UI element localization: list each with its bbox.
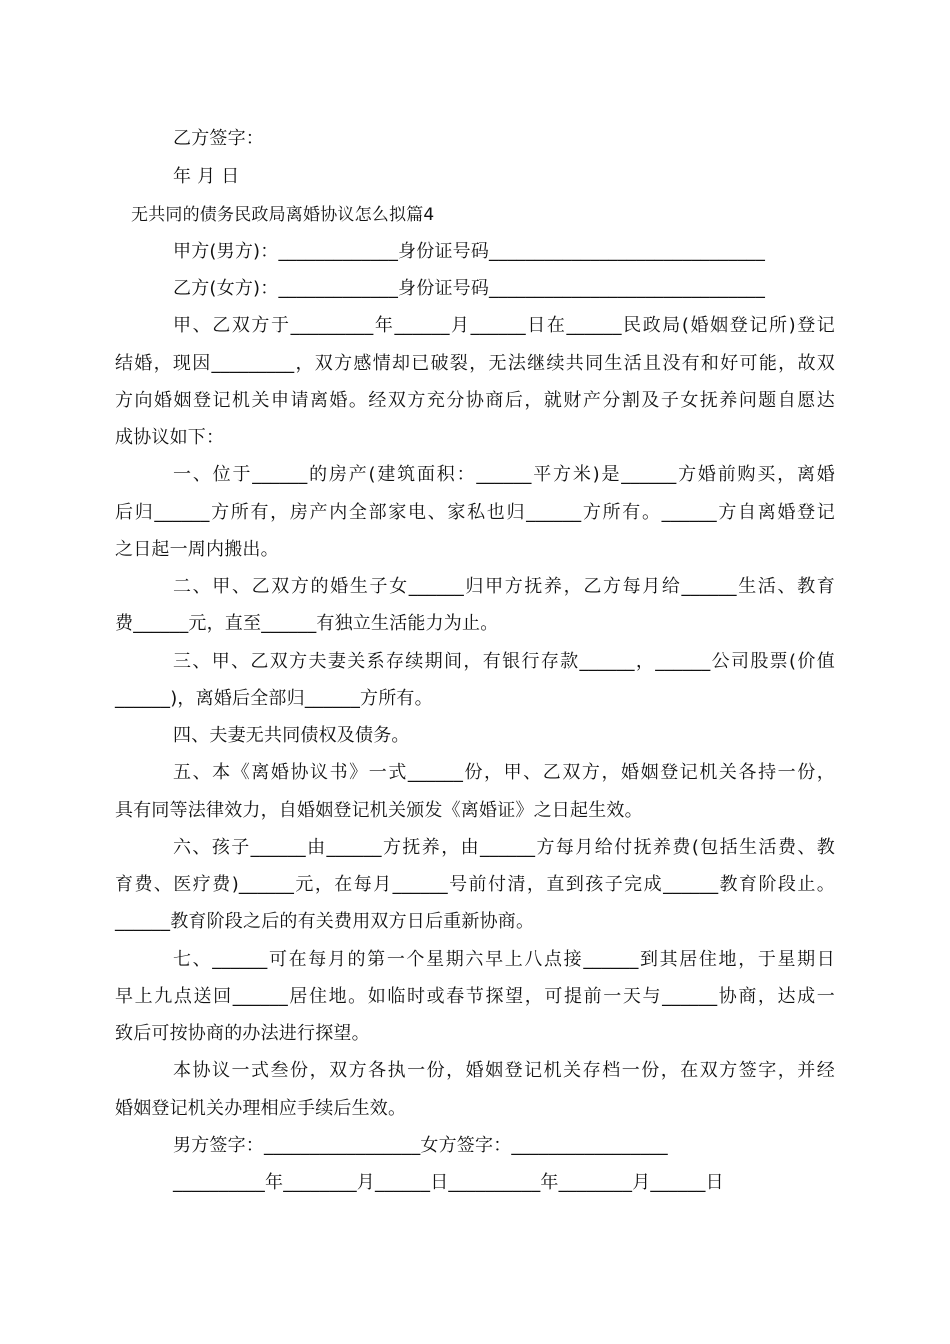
signature-date-fields-line: __________年________月______日__________年________月______日 (173, 1172, 724, 1193)
final-provision-line-2: 婚姻登记机关办理相应手续后生效。 (115, 1098, 407, 1119)
clause-six-line-1: 六、孩子______由______方抚养，由______方每月给付抚养费(包括生活费、教 (173, 837, 835, 858)
clause-one-line-1: 一、位于______的房产(建筑面积：______平方米)是______方婚前购买，离婚 (173, 464, 835, 485)
clause-seven-line-1: 七、______可在每月的第一个星期六早上八点接______到其居住地，于星期日 (173, 949, 835, 970)
clause-one-line-3: 之日起一周内搬出。 (115, 539, 279, 560)
divorce-application-text: 方向婚姻登记机关申请离婚。经双方充分协商后，就财产分割及子女抚养问题自愿达 (115, 390, 835, 411)
marriage-registration-text: 甲、乙双方于_________年______月______日在______民政局(婚姻登记所)登记 (173, 315, 835, 336)
section-title: 无共同的债务民政局离婚协议怎么拟篇4 (131, 205, 435, 225)
clause-seven-line-3: 致后可按协商的办法进行探望。 (115, 1023, 370, 1044)
marriage-breakdown-text: 结婚，现因_________，双方感情却已破裂，无法继续共同生活且没有和好可能，故双 (115, 353, 835, 374)
clause-two-line-1: 二、甲、乙双方的婚生子女______归甲方抚养，乙方每月给______生活、教育 (173, 576, 835, 597)
clause-seven-line-2: 早上九点送回______居住地。如临时或春节探望，可提前一天与______协商，达成一 (115, 986, 835, 1007)
party-b-info-line: 乙方(女方)：_____________身份证号码______________________________ (173, 278, 766, 299)
clause-five-line-2: 具有同等法律效力，自婚姻登记机关颁发《离婚证》之日起生效。 (115, 800, 643, 821)
final-provision-line-1: 本协议一式叁份，双方各执一份，婚姻登记机关存档一份，在双方签字，并经 (173, 1060, 835, 1081)
clause-three-line-2: ______)，离婚后全部归______方所有。 (115, 688, 433, 709)
clause-four: 四、夫妻无共同债权及债务。 (173, 725, 410, 746)
clause-six-line-2: 育费、医疗费)______元，在每月______号前付清，直到孩子完成______教育阶段止。 (115, 874, 835, 895)
clause-five-line-1: 五、本《离婚协议书》一式______份，甲、乙双方，婚姻登记机关各持一份， (173, 762, 835, 783)
clause-two-line-2: 费______元，直至______有独立生活能力为止。 (115, 613, 499, 634)
signature-fields-line: 男方签字：_________________女方签字：_________________ (173, 1135, 668, 1156)
agreement-intro-text: 成协议如下： (115, 427, 225, 448)
date-line: 年 月 日 (173, 166, 240, 187)
party-a-info-line: 甲方(男方)：_____________身份证号码______________________________ (173, 241, 766, 262)
clause-six-line-3: ______教育阶段之后的有关费用双方日后重新协商。 (115, 911, 535, 932)
clause-one-line-2: 后归______方所有，房产内全部家电、家私也归______方所有。______方自离婚登记 (115, 502, 835, 523)
clause-three-line-1: 三、甲、乙双方夫妻关系存续期间，有银行存款______，______公司股票(价值 (173, 651, 835, 672)
party-b-signature-line: 乙方签字： (173, 128, 264, 149)
